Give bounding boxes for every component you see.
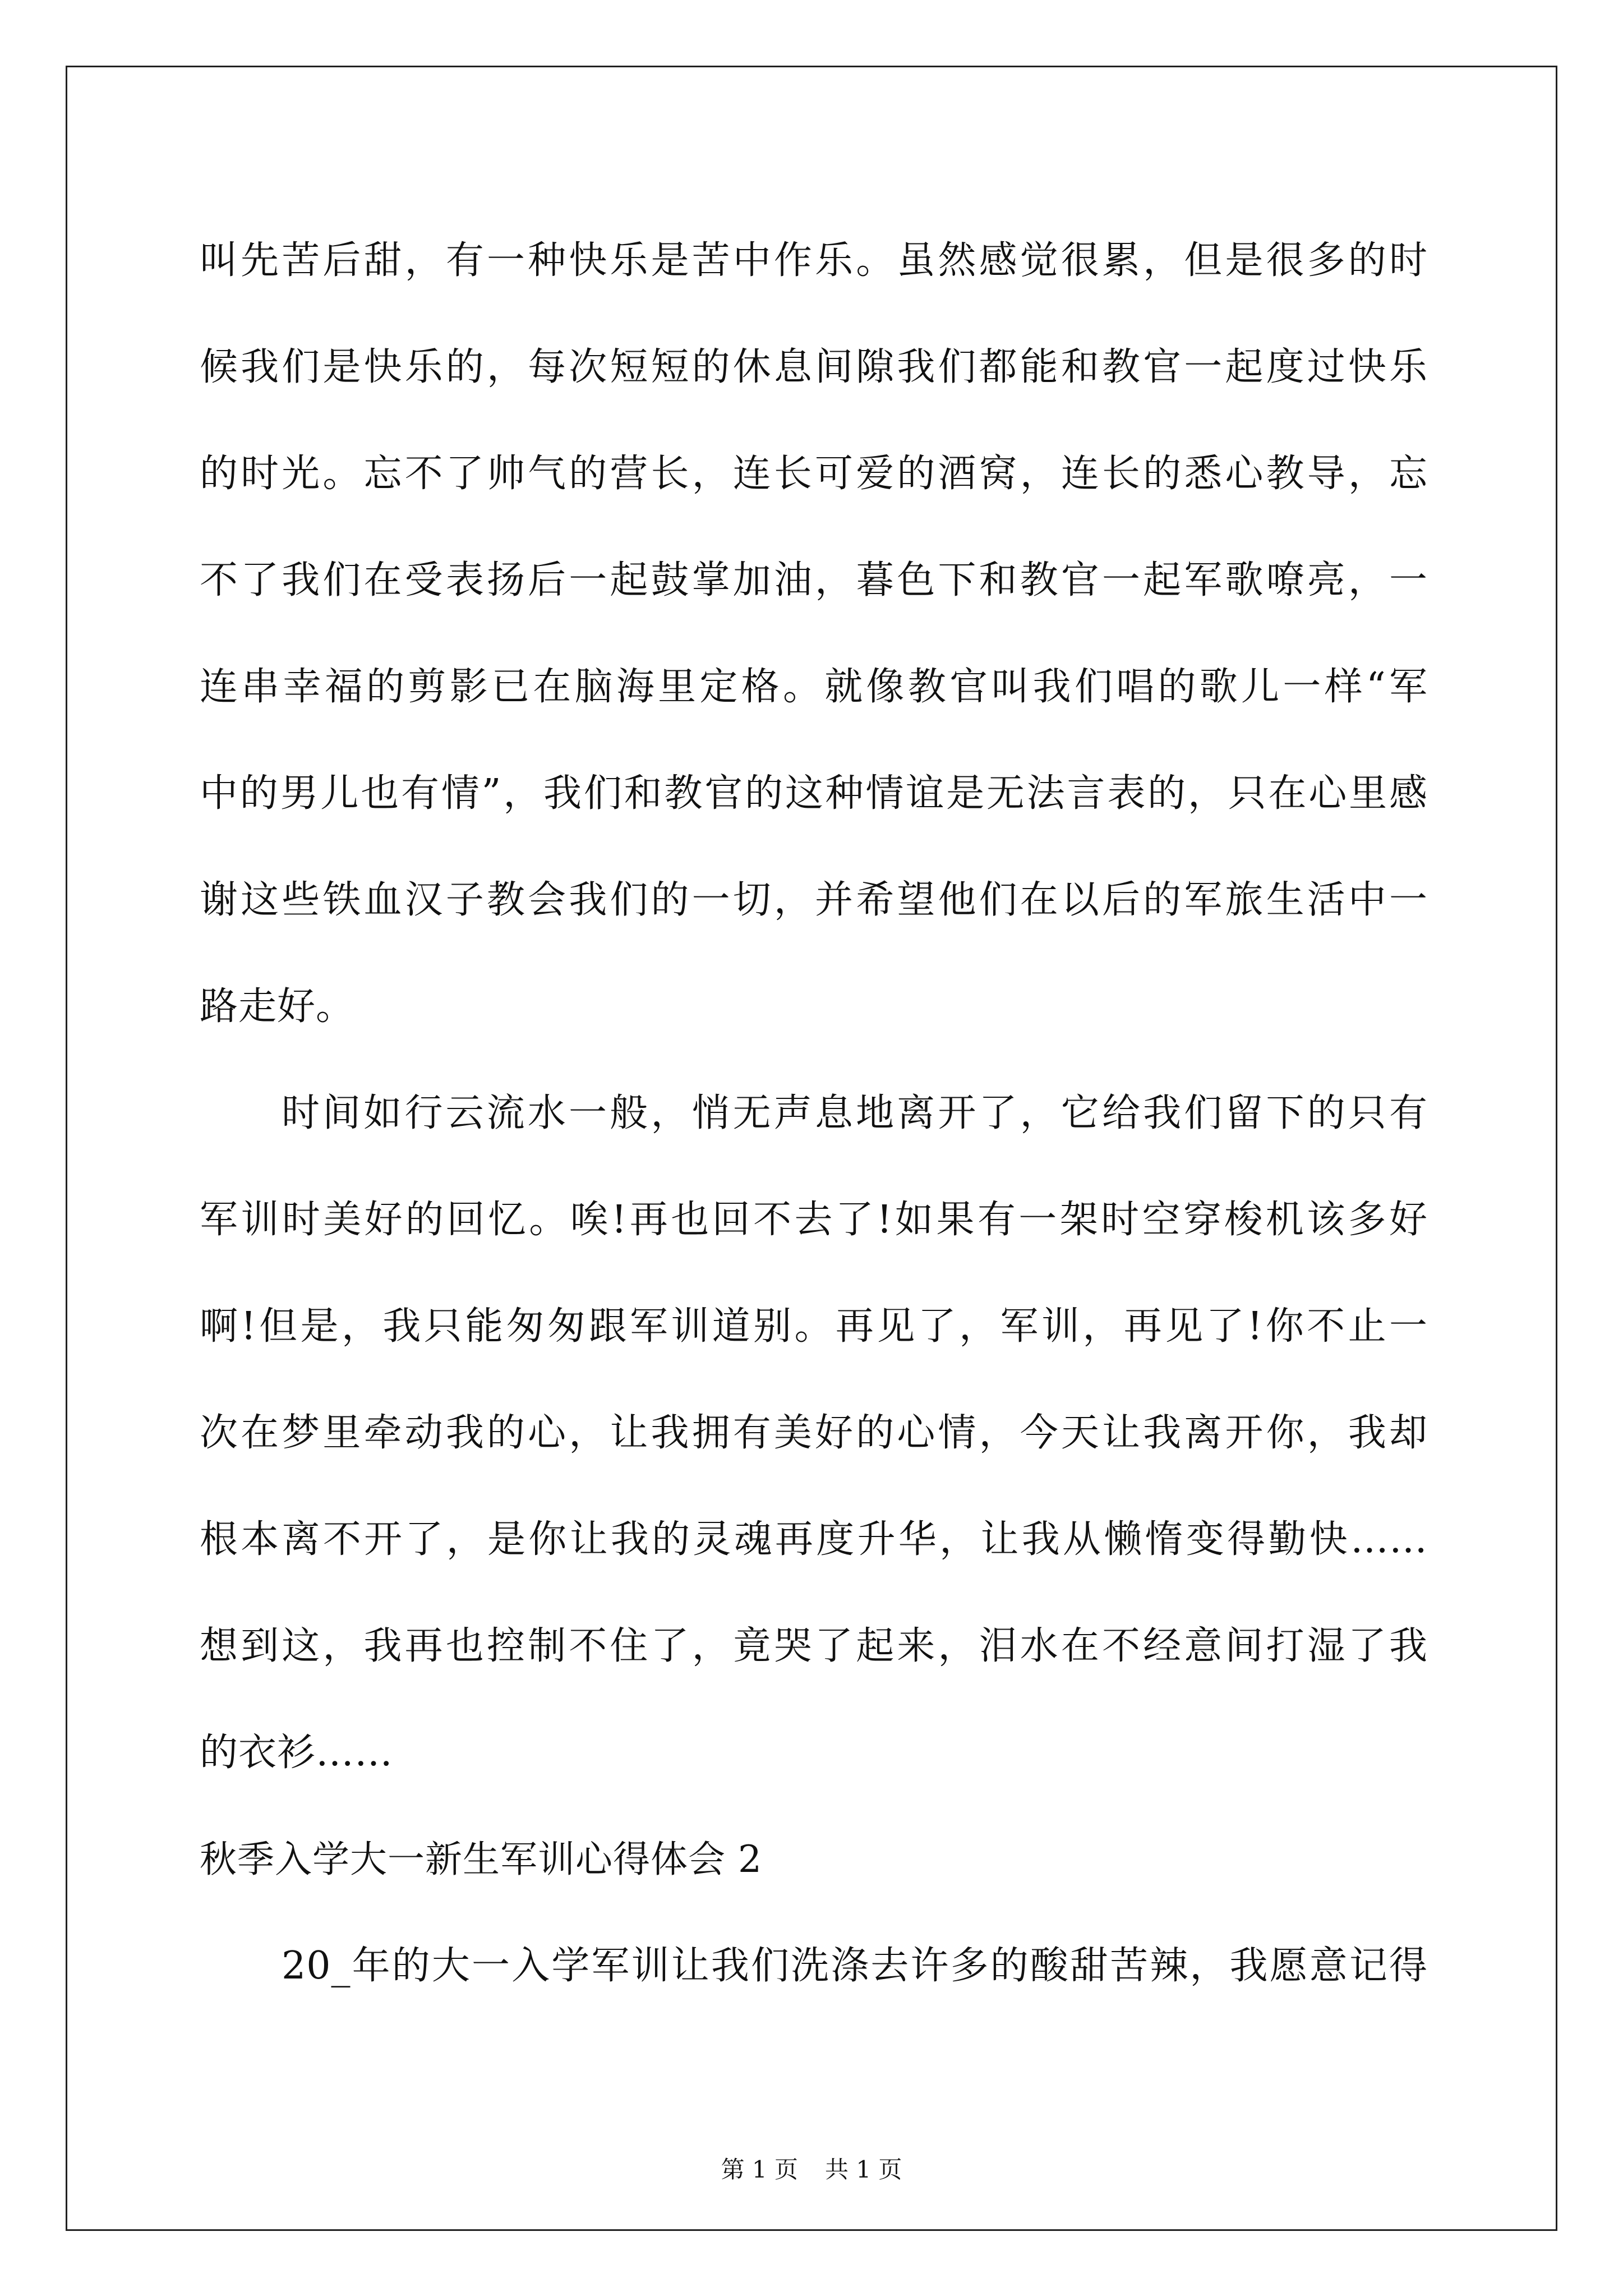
document-body (200, 208, 1428, 2019)
text-line: 次在梦里牵动我的心，让我拥有美好的心情，今天让我离开你，我却 (200, 1411, 1428, 1455)
page-number-total: 共 1 页 (825, 2156, 902, 2183)
text-line: 的衣衫…… (200, 1731, 394, 1775)
text-line: 军训时美好的回忆。唉!再也回不去了!如果有一架时空穿梭机该多好 (200, 1198, 1428, 1242)
text-line: 叫先苦后甜，有一种快乐是苦中作乐。虽然感觉很累，但是很多的时 (200, 238, 1428, 283)
page-number-current: 第 1 页 (721, 2156, 798, 2183)
text-line: 连串幸福的剪影已在脑海里定格。就像教官叫我们唱的歌儿一样“军 (200, 665, 1428, 709)
text-line: 谢这些铁血汉子教会我们的一切，并希望他们在以后的军旅生活中一 (200, 878, 1428, 922)
text-line: 的时光。忘不了帅气的营长，连长可爱的酒窝，连长的悉心教导，忘 (200, 452, 1428, 496)
text-line: 20_年的大一入学军训让我们洗涤去许多的酸甜苦辣，我愿意记得 (282, 1944, 1428, 1988)
section-heading: 秋季入学大一新生军训心得体会 2 (200, 1838, 762, 1881)
text-line: 啊!但是，我只能匆匆跟军训道别。再见了，军训，再见了!你不止一 (200, 1304, 1428, 1349)
text-line: 时间如行云流水一般，悄无声息地离开了，它给我们留下的只有 (282, 1091, 1428, 1135)
page-footer (0, 2151, 1623, 2185)
text-line: 想到这，我再也控制不住了，竟哭了起来，泪水在不经意间打湿了我 (200, 1624, 1428, 1668)
text-line: 路走好。 (200, 984, 355, 1029)
text-line: 中的男儿也有情”，我们和教官的这种情谊是无法言表的，只在心里感 (200, 771, 1428, 816)
text-line: 不了我们在受表扬后一起鼓掌加油，暮色下和教官一起军歌嘹亮，一 (200, 558, 1428, 602)
paragraph-2 (200, 1060, 1428, 1806)
paragraph-1 (200, 208, 1428, 1060)
paragraph-3 (200, 1913, 1428, 2019)
text-line: 根本离不开了，是你让我的灵魂再度升华，让我从懒惰变得勤快…… (200, 1517, 1428, 1562)
text-line: 候我们是快乐的，每次短短的休息间隙我们都能和教官一起度过快乐 (200, 345, 1428, 389)
